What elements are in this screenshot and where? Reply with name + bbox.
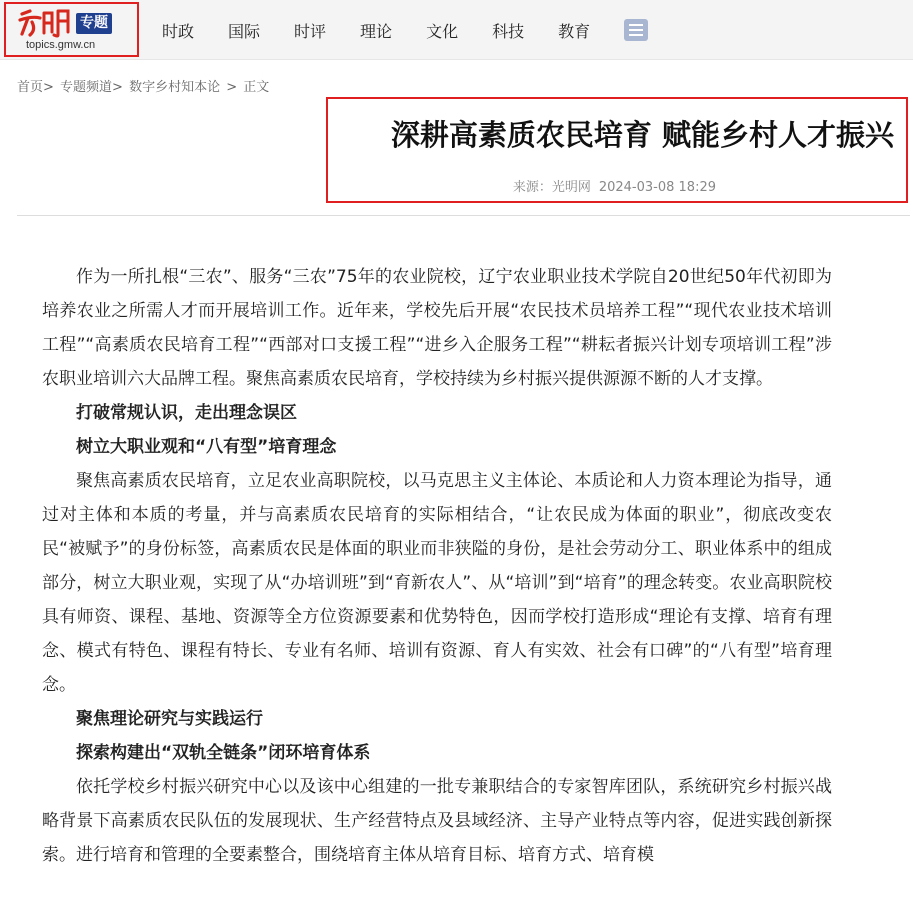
article-body (42, 260, 832, 872)
nav-item-technology[interactable]: 科技 (492, 21, 525, 41)
menu-list-icon[interactable] (624, 19, 648, 41)
nav-item-theory[interactable]: 理论 (360, 21, 393, 41)
article-source: 来源：光明网 (512, 180, 591, 195)
article-subheading: 打破常规认识，走出理念误区 (76, 403, 297, 423)
breadcrumb-digital-village[interactable]: 数字乡村知本论 (129, 80, 221, 95)
article-time: 2024-03-08 18:29 (598, 180, 716, 195)
breadcrumb (17, 76, 271, 95)
nav-item-commentary[interactable]: 时评 (294, 21, 327, 41)
nav-item-politics[interactable]: 时政 (162, 21, 195, 41)
breadcrumb-home[interactable]: 首页> (17, 80, 54, 95)
logo-topic-tag: 专题 (76, 13, 112, 34)
article-meta (513, 176, 716, 195)
breadcrumb-separator: > (226, 80, 238, 95)
site-logo[interactable] (4, 2, 139, 57)
nav-item-culture[interactable]: 文化 (426, 21, 459, 41)
breadcrumb-current: 正文 (243, 80, 270, 95)
article-subheading: 聚焦理论研究与实践运行 (76, 709, 263, 729)
breadcrumb-topics-channel[interactable]: 专题频道> (60, 80, 123, 95)
article-paragraph: 作为一所扎根“三农”、服务“三农”75年的农业院校，辽宁农业职业技术学院自20世纪50年代初即为培养农业之所需人才而开展培训工作。近年来，学校先后开展“农民技术员培养工程”“现代农业技术培训工程”“高素质农民培育工程”“西部对口支援工程”“进乡入企服务工程”“耕耘者振兴计划专项培训工程”涉农职业培训六大品牌工程。聚焦高素质农民培育，学校持续为乡村振兴提供源源不断的人才支撑。 (42, 267, 832, 389)
nav-item-international[interactable]: 国际 (228, 21, 261, 41)
article-subheading: 树立大职业观和“八有型”培育理念 (76, 437, 337, 457)
guangming-calligraphy-logo-icon (16, 8, 72, 38)
header-divider (17, 215, 910, 216)
logo-url: topics.gmw.cn (26, 39, 96, 51)
article-header-highlight (326, 97, 908, 203)
article-paragraph: 聚焦高素质农民培育，立足农业高职院校，以马克思主义主体论、本质论和人力资本理论为指导，通过对主体和本质的考量，并与高素质农民培育的实际相结合，“让农民成为体面的职业”，彻底改变农民“被赋予”的身份标签，高素质农民是体面的职业而非狭隘的身份，是社会劳动分工、职业体系中的组成部分，树立大职业观，实现了从“办培训班”到“育新农人”、从“培训”到“培育”的理念转变。农业高职院校具有师资、课程、基地、资源等全方位资源要素和优势特色，因而学校打造形成“理论有支撑、培育有理念、模式有特色、课程有特长、专业有名师、培训有资源、育人有实效、社会有口碑”的“八有型”培育理念。 (42, 471, 832, 695)
article-paragraph: 依托学校乡村振兴研究中心以及该中心组建的一批专兼职结合的专家智库团队，系统研究乡村振兴战略背景下高素质农民队伍的发展现状、生产经营特点及县域经济、主导产业特点等内容，促进实践创新探索。进行培育和管理的全要素整合，围绕培育主体从培育目标、培育方式、培育模 (42, 777, 832, 865)
top-navigation-bar (0, 0, 913, 60)
nav-item-education[interactable]: 教育 (558, 21, 591, 41)
article-subheading: 探索构建出“双轨全链条”闭环培育体系 (76, 743, 371, 763)
article-title: 深耕高素质农民培育 赋能乡村人才振兴 (390, 118, 894, 152)
main-nav (162, 0, 648, 60)
